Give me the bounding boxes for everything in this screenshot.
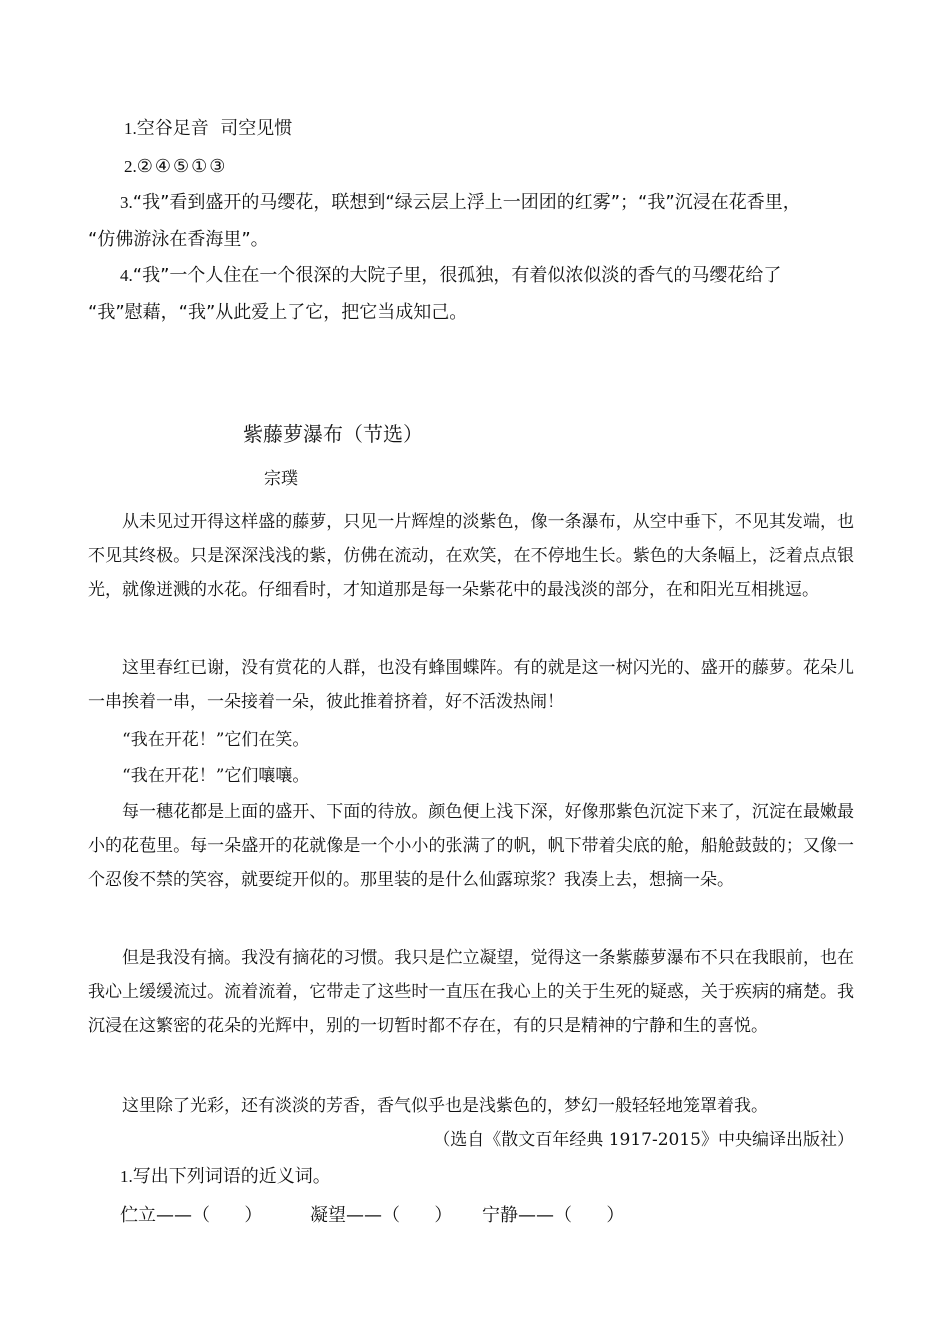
synonym-dash-1: ——	[156, 1205, 192, 1226]
answer-2-text: ②④⑤①③	[136, 156, 228, 177]
article-author: 宗璞	[264, 469, 298, 489]
question-1-number: 1.	[120, 1167, 133, 1186]
answer-1-number: 1.	[124, 119, 137, 138]
answer-4-line-2: “我”慰藉，“我”从此爱上了它，把它当成知己。	[88, 302, 468, 323]
article-source: （选自《散文百年经典 1917-2015》中央编译出版社）	[433, 1130, 854, 1150]
answer-1-text: 空谷足音 司空见惯	[136, 118, 293, 139]
paragraph-3: “我在开花！”它们在笑。	[122, 730, 310, 750]
answer-3-line-2: “仿佛游泳在香海里”。	[88, 229, 269, 250]
synonym-word-1: 伫立	[120, 1205, 156, 1226]
synonym-blank-3	[482, 1205, 624, 1227]
answer-3-number: 3.	[120, 193, 133, 212]
paragraph-2: 这里春红已谢，没有赏花的人群，也没有蜂围蝶阵。有的就是这一树闪光的、盛开的藤萝。花朵儿一串挨着一串，一朵接着一朵，彼此推着挤着，好不活泼热闹！	[88, 658, 854, 712]
answer-1	[124, 118, 292, 140]
answer-4-number: 4.	[120, 266, 133, 285]
answer-2-number: 2.	[124, 157, 137, 176]
answer-3-line-1	[120, 192, 801, 214]
answer-4-line-1	[120, 265, 781, 287]
synonym-dash-2: ——	[346, 1205, 382, 1226]
answer-3-text-1: “我”看到盛开的马缨花，联想到“绿云层上浮上一团团的红雾”；“我”沉浸在花香里，	[132, 192, 801, 213]
synonym-blank-2	[310, 1205, 452, 1227]
answer-4-text-1: “我”一个人住在一个很深的大院子里，很孤独，有着似浓似淡的香气的马缨花给了	[132, 265, 782, 286]
synonym-answer-1[interactable]: （ ）	[192, 1205, 263, 1226]
question-1	[120, 1166, 331, 1188]
paragraph-7: 这里除了光彩，还有淡淡的芳香，香气似乎也是浅紫色的，梦幻一般轻轻地笼罩着我。	[122, 1096, 768, 1116]
paragraph-6: 但是我没有摘。我没有摘花的习惯。我只是伫立凝望，觉得这一条紫藤萝瀑布不只在我眼前，也在我心上缓缓流过。流着流着，它带走了这些时一直压在我心上的关于生死的疑惑，关于疾病的痛楚。我沉浸在这繁密的花朵的光辉中，别的一切暂时都不存在，有的只是精神的宁静和生的喜悦。	[88, 948, 854, 1036]
paragraph-5: 每一穗花都是上面的盛开、下面的待放。颜色便上浅下深，好像那紫色沉淀下来了，沉淀在最嫩最小的花苞里。每一朵盛开的花就像是一个小小的张满了的帆，帆下带着尖底的舱，船舱鼓鼓的；又像一个忍俊不禁的笑容，就要绽开似的。那里装的是什么仙露琼浆？我凑上去，想摘一朵。	[88, 802, 854, 890]
article-title: 紫藤萝瀑布（节选）	[243, 422, 423, 446]
paragraph-1: 从未见过开得这样盛的藤萝，只见一片辉煌的淡紫色，像一条瀑布，从空中垂下，不见其发端，也不见其终极。只是深深浅浅的紫，仿佛在流动，在欢笑，在不停地生长。紫色的大条幅上，泛着点点银光，就像迸溅的水花。仔细看时，才知道那是每一朵紫花中的最浅淡的部分，在和阳光互相挑逗。	[88, 512, 854, 600]
synonym-blank-1	[120, 1205, 262, 1227]
synonym-word-2: 凝望	[310, 1205, 346, 1226]
synonym-dash-3: ——	[518, 1205, 554, 1226]
paragraph-4: “我在开花！”它们嚷嚷。	[122, 766, 310, 786]
synonym-word-3: 宁静	[482, 1205, 518, 1226]
synonym-answer-3[interactable]: （ ）	[554, 1205, 625, 1226]
answer-2	[124, 156, 227, 178]
question-1-text: 写出下列词语的近义词。	[132, 1166, 331, 1187]
synonym-answer-2[interactable]: （ ）	[382, 1205, 453, 1226]
